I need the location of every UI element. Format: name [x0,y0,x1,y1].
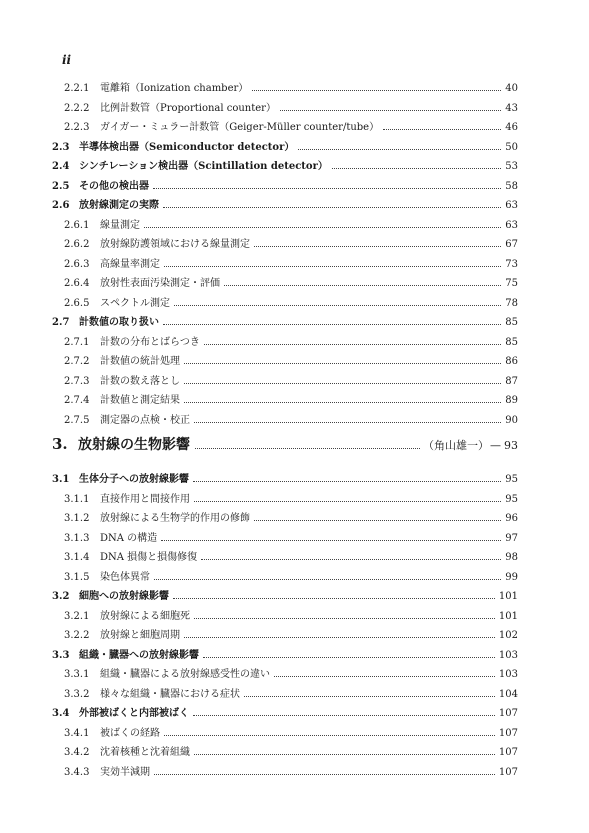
toc-subsection-entry[interactable] [52,391,518,411]
entry-page: 107 [498,747,518,758]
toc-subsection-entry[interactable] [52,685,518,705]
dot-leader [163,207,501,208]
entry-title: 様々な組織・臓器における症状 [100,688,240,700]
toc-subsection-entry[interactable] [52,118,518,138]
toc-section-entry[interactable] [52,587,518,607]
entry-page: 63 [505,200,518,211]
entry-number: 3.4.3 [64,766,90,778]
toc-section-entry[interactable] [52,157,518,177]
entry-title: 高線量率測定 [100,258,160,270]
dot-leader [274,676,495,677]
entry-title: 細胞への放射線影響 [79,591,169,602]
entry-number: 3.3.2 [64,688,90,700]
entry-number: 2.6.3 [64,258,90,270]
dot-leader [280,110,501,111]
entry-page: 53 [505,161,518,172]
dot-leader [298,149,501,150]
entry-title: 放射線防護領域における線量測定 [100,239,250,250]
entry-title: 放射性表面汚染測定・評価 [100,278,220,289]
entry-title: 沈着核種と沈着組織 [100,747,190,758]
entry-page: 102 [498,630,518,641]
dot-leader [174,305,501,306]
table-of-contents [52,79,518,782]
entry-number: 3.2 [52,591,70,602]
toc-subsection-entry[interactable] [52,79,518,99]
toc-subsection-entry[interactable] [52,626,518,646]
toc-subsection-entry[interactable] [52,568,518,588]
entry-page: 95 [505,474,518,485]
dot-leader [194,618,495,619]
entry-page: 103 [498,649,518,661]
entry-title: 放射線による細胞死 [100,610,190,622]
entry-page: 98 [505,552,518,563]
entry-title: 外部被ばくと内部被ばく [79,708,189,719]
entry-title: 計数値の統計処理 [100,356,180,367]
dot-leader [383,129,501,130]
dot-leader [204,344,501,345]
chapter-dash: — [490,439,501,452]
entry-number: 2.6.2 [64,239,90,250]
entry-number: 2.3 [52,141,70,153]
toc-subsection-entry[interactable] [52,665,518,685]
dot-leader [173,598,495,599]
toc-section-entry[interactable] [52,646,518,666]
dot-leader [153,188,501,189]
entry-number: 2.6 [52,200,70,211]
dot-leader [203,657,495,658]
entry-title: 計数値と測定結果 [100,395,180,406]
entry-number: 3.1.3 [64,532,90,544]
entry-title: 組織・臓器による放射線感受性の違い [100,669,270,680]
entry-number: 2.7.5 [64,414,90,426]
chapter-number: 3. [52,435,68,453]
toc-subsection-entry[interactable] [52,743,518,763]
dot-leader [332,168,501,169]
entry-title: 計数の数え落とし [100,375,180,387]
toc-subsection-entry[interactable] [52,99,518,119]
entry-number: 2.7.4 [64,395,90,406]
toc-subsection-entry[interactable] [52,763,518,783]
entry-page: 75 [505,278,518,289]
entry-title: スペクトル測定 [100,297,170,309]
toc-section-entry[interactable] [52,138,518,158]
dot-leader [184,637,495,638]
entry-number: 2.2.1 [64,83,90,94]
entry-title: その他の検出器 [79,180,149,192]
entry-page: 40 [505,83,518,94]
entry-page: 86 [505,356,518,367]
dot-leader [194,754,495,755]
toc-subsection-entry[interactable] [52,724,518,744]
entry-title: 計数の分布とばらつき [100,336,200,348]
dot-leader [184,383,501,384]
entry-title: DNA の構造 [100,532,158,544]
entry-title: DNA 損傷と損傷修復 [100,552,198,563]
entry-page: 85 [505,336,518,348]
entry-title: 実効半減期 [100,766,150,778]
toc-subsection-entry[interactable] [52,352,518,372]
dot-leader [161,540,501,541]
entry-title: 直接作用と間接作用 [100,493,190,505]
entry-title: 半導体検出器（Semiconductor detector） [79,141,295,153]
entry-number: 2.6.5 [64,297,90,309]
entry-title: 染色体異常 [100,571,150,583]
toc-subsection-entry[interactable] [52,216,518,236]
dot-leader [154,579,501,580]
entry-title: 被ばくの経路 [100,727,160,739]
entry-page: 95 [505,493,518,505]
toc-subsection-entry[interactable] [52,372,518,392]
chapter-title: 放射線の生物影響 [78,437,190,453]
entry-page: 58 [505,180,518,192]
toc-subsection-entry[interactable] [52,235,518,255]
entry-title: ガイガー・ミュラー計数管（Geiger-Müller counter/tube） [100,122,380,133]
toc-section-entry[interactable] [52,470,518,490]
dot-leader [194,501,501,502]
entry-page: 85 [505,317,518,328]
dot-leader [193,715,495,716]
entry-number: 2.6.1 [64,219,90,231]
entry-page: 67 [505,239,518,250]
entry-page: 99 [505,571,518,583]
entry-page: 107 [498,708,518,719]
toc-section-entry[interactable] [52,177,518,197]
entry-number: 3.4.1 [64,727,90,739]
entry-number: 2.2.2 [64,102,90,114]
entry-number: 3.1.5 [64,571,90,583]
entry-number: 3.2.1 [64,610,90,622]
chapter-heading[interactable] [52,430,518,470]
toc-section-entry[interactable] [52,313,518,333]
chapter-page: 93 [504,439,518,452]
entry-title: 測定器の点検・校正 [100,414,190,426]
entry-title: 放射線と細胞周期 [100,630,180,641]
entry-number: 2.2.3 [64,122,90,133]
dot-leader [184,363,501,364]
entry-page: 78 [505,297,518,309]
entry-number: 3.3.1 [64,669,90,680]
entry-page: 50 [505,141,518,153]
entry-number: 3.4.2 [64,747,90,758]
toc-subsection-entry[interactable] [52,274,518,294]
entry-title: 計数値の取り扱い [79,317,159,328]
entry-title: シンチレーション検出器（Scintillation detector） [79,161,328,172]
entry-number: 2.7.1 [64,336,90,348]
entry-page: 63 [505,219,518,231]
entry-title: 比例計数管（Proportional counter） [100,102,276,114]
entry-page: 89 [505,395,518,406]
entry-number: 2.6.4 [64,278,90,289]
entry-number: 2.7.3 [64,375,90,387]
dot-leader [154,774,495,775]
dot-leader [244,696,495,697]
toc-subsection-entry[interactable] [52,411,518,431]
entry-title: 生体分子への放射線影響 [79,474,189,485]
entry-title: 放射線測定の実際 [79,200,159,211]
page-number: ii [62,53,72,67]
entry-number: 2.5 [52,180,70,192]
entry-page: 87 [505,375,518,387]
toc-section-entry[interactable] [52,196,518,216]
entry-number: 2.7.2 [64,356,90,367]
entry-number: 2.4 [52,161,70,172]
entry-number: 3.1.4 [64,552,90,563]
entry-page: 97 [505,532,518,544]
entry-number: 2.7 [52,317,70,328]
entry-page: 90 [505,414,518,426]
toc-section-3 [52,470,518,782]
entry-page: 96 [505,513,518,524]
toc-subsection-entry[interactable] [52,509,518,529]
dot-leader [164,266,501,267]
toc-subsection-entry[interactable] [52,255,518,275]
entry-page: 46 [505,122,518,133]
entry-page: 104 [498,688,518,700]
toc-subsection-entry[interactable] [52,548,518,568]
entry-page: 101 [498,591,518,602]
dot-leader [252,90,501,91]
dot-leader [184,402,501,403]
dot-leader [224,285,501,286]
entry-number: 3.3 [52,649,70,661]
entry-page: 103 [498,669,518,680]
toc-subsection-entry[interactable] [52,333,518,353]
toc-section-entry[interactable] [52,704,518,724]
entry-title: 電離箱（Ionization chamber） [100,83,249,94]
entry-page: 73 [505,258,518,270]
entry-title: 組織・臓器への放射線影響 [79,649,199,661]
entry-number: 3.2.2 [64,630,90,641]
entry-page: 101 [498,610,518,622]
entry-number: 3.1 [52,474,70,485]
entry-title: 放射線による生物学的作用の修飾 [100,513,250,524]
chapter-author: （角山雄一） [423,439,489,452]
entry-number: 3.4 [52,708,70,719]
dot-leader [193,481,501,482]
dot-leader [144,227,501,228]
entry-number: 3.1.2 [64,513,90,524]
dot-leader [201,559,501,560]
toc-section-2 [52,79,518,430]
dot-leader [254,246,501,247]
toc-subsection-entry[interactable] [52,607,518,627]
entry-number: 3.1.1 [64,493,90,505]
dot-leader [254,520,501,521]
dot-leader [163,324,501,325]
dot-leader [194,422,501,423]
dot-leader [164,735,495,736]
entry-page: 107 [498,727,518,739]
toc-subsection-entry[interactable] [52,490,518,510]
entry-page: 43 [505,102,518,114]
toc-subsection-entry[interactable] [52,294,518,314]
entry-title: 線量測定 [100,219,140,231]
dot-leader [195,448,420,449]
toc-subsection-entry[interactable] [52,529,518,549]
entry-page: 107 [498,766,518,778]
